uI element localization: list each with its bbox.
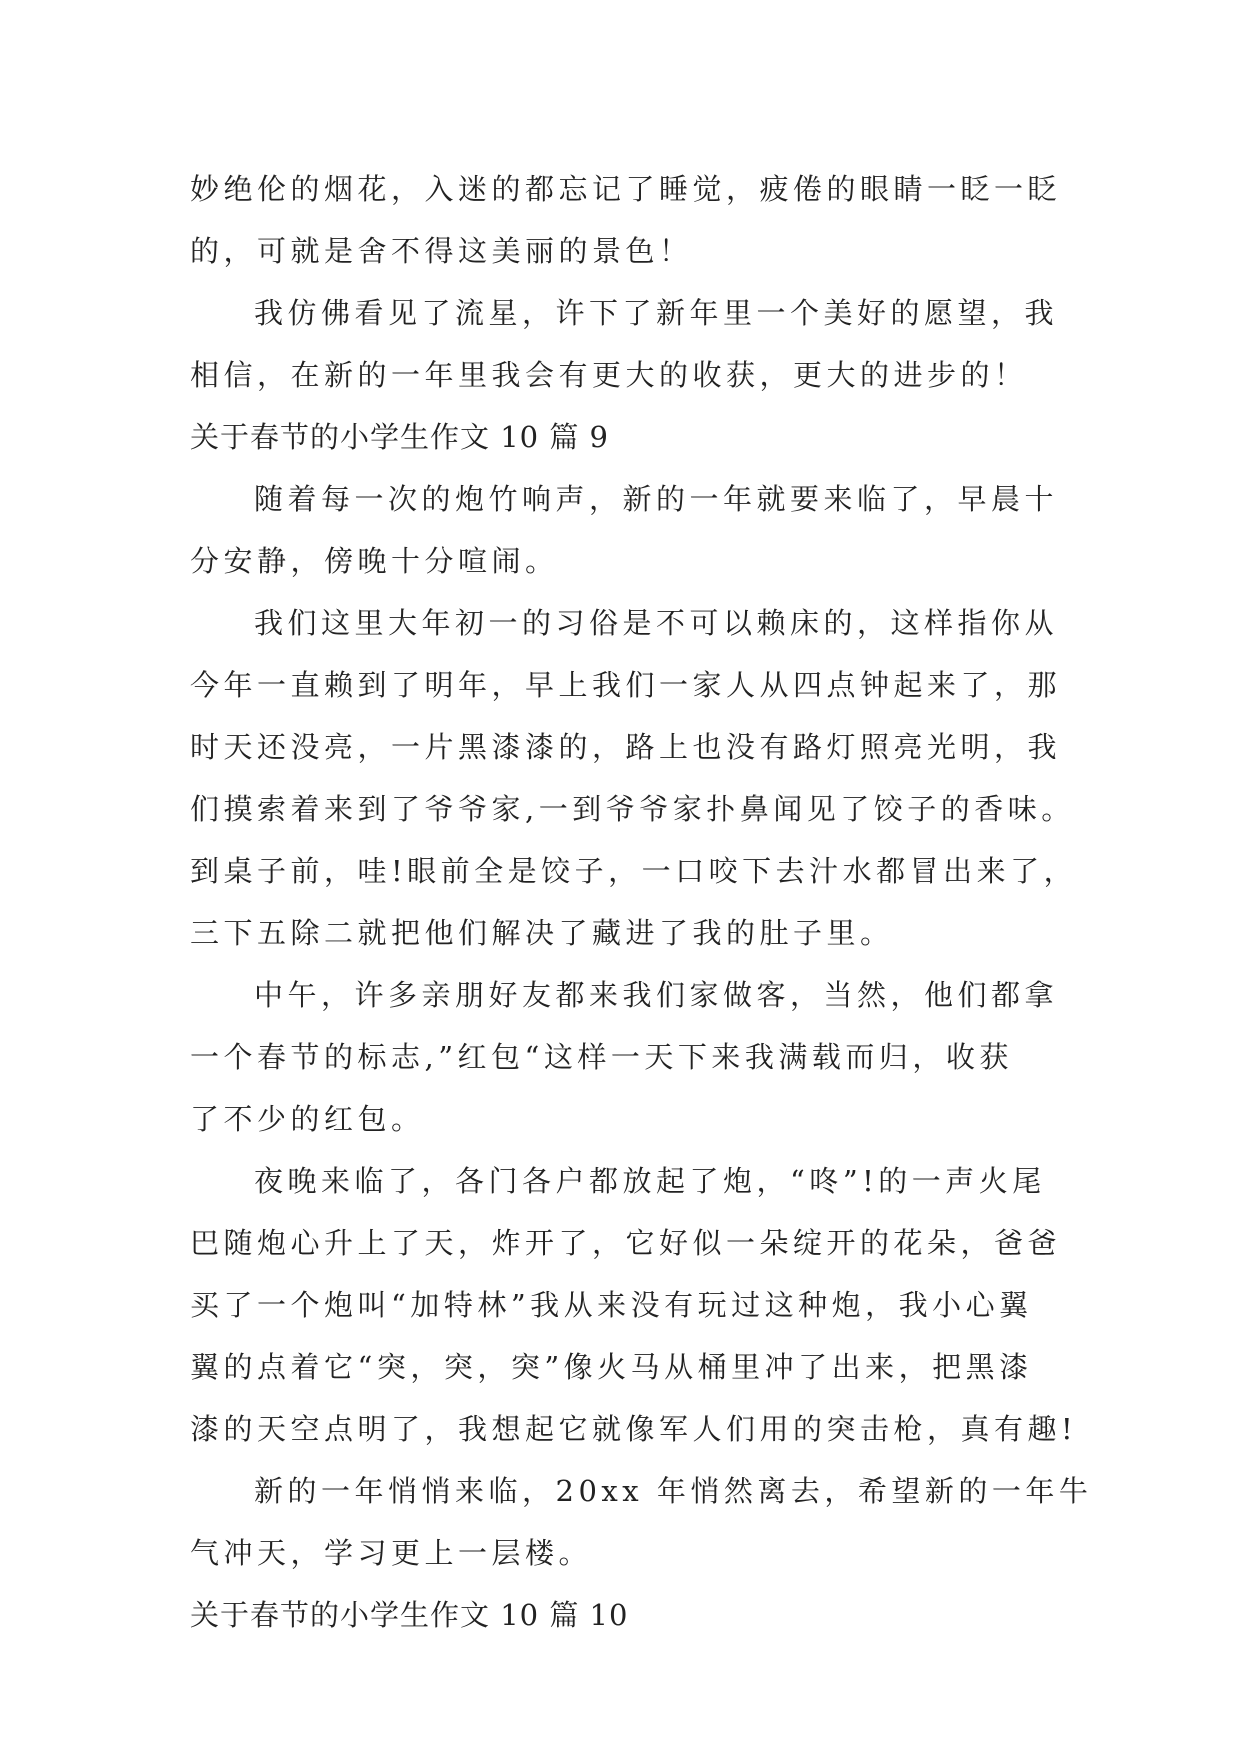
text-line: 气冲天，学习更上一层楼。 [190, 1536, 593, 1570]
text-line: 一个春节的标志,”红包“这样一天下来我满载而归，收获 [190, 1040, 1013, 1074]
paragraph-2 [190, 592, 1078, 964]
text-line: 我仿佛看见了流星，许下了新年里一个美好的愿望，我 [254, 296, 1059, 330]
text-line: 买了一个炮叫“加特林”我从来没有玩过这种炮，我小心翼 [190, 1288, 1033, 1322]
text-line: 了不少的红包。 [190, 1102, 425, 1136]
text-line: 新的一年悄悄来临，20xx 年悄然离去，希望新的一年牛 [254, 1474, 1093, 1508]
text-line: 翼的点着它“突，突，突”像火马从桶里冲了出来，把黑漆 [190, 1350, 1033, 1384]
section-heading-10: 关于春节的小学生作文 10 篇 10 [190, 1598, 629, 1632]
text-line: 随着每一次的炮竹响声，新的一年就要来临了，早晨十 [254, 482, 1059, 516]
text-line: 们摸索着来到了爷爷家,一到爷爷家扑鼻闻见了饺子的香味。 [190, 792, 1075, 826]
text-line: 时天还没亮，一片黑漆漆的，路上也没有路灯照亮光明，我 [190, 730, 1062, 764]
text-line: 夜晚来临了，各门各户都放起了炮，“咚”!的一声火尾 [254, 1164, 1046, 1198]
paragraph-3 [190, 964, 1060, 1150]
paragraph-wish [190, 282, 1060, 406]
text-line: 漆的天空点明了，我想起它就像军人们用的突击枪，真有趣! [190, 1412, 1078, 1446]
text-line: 今年一直赖到了明年，早上我们一家人从四点钟起来了，那 [190, 668, 1062, 702]
text-line: 妙绝伦的烟花，入迷的都忘记了睡觉，疲倦的眼睛一眨一眨 [190, 172, 1062, 206]
paragraph-continuation [190, 158, 1060, 282]
text-line: 中午，许多亲朋好友都来我们家做客，当然，他们都拿 [254, 978, 1059, 1012]
text-line: 分安静，傍晚十分喧闹。 [190, 544, 559, 578]
text-line: 的，可就是舍不得这美丽的景色！ [190, 234, 693, 268]
paragraph-5 [190, 1460, 1093, 1584]
paragraph-1 [190, 468, 1060, 592]
document-page [190, 158, 1093, 1646]
text-line: 三下五除二就把他们解决了藏进了我的肚子里。 [190, 916, 894, 950]
text-line: 到桌子前，哇!眼前全是饺子，一口咬下去汁水都冒出来了， [190, 854, 1078, 888]
text-line: 巴随炮心升上了天，炸开了，它好似一朵绽开的花朵，爸爸 [190, 1226, 1062, 1260]
text-line: 我们这里大年初一的习俗是不可以赖床的，这样指你从 [254, 606, 1059, 640]
text-line: 相信，在新的一年里我会有更大的收获，更大的进步的！ [190, 358, 1028, 392]
paragraph-4 [190, 1150, 1078, 1460]
section-heading-9: 关于春节的小学生作文 10 篇 9 [190, 420, 610, 454]
